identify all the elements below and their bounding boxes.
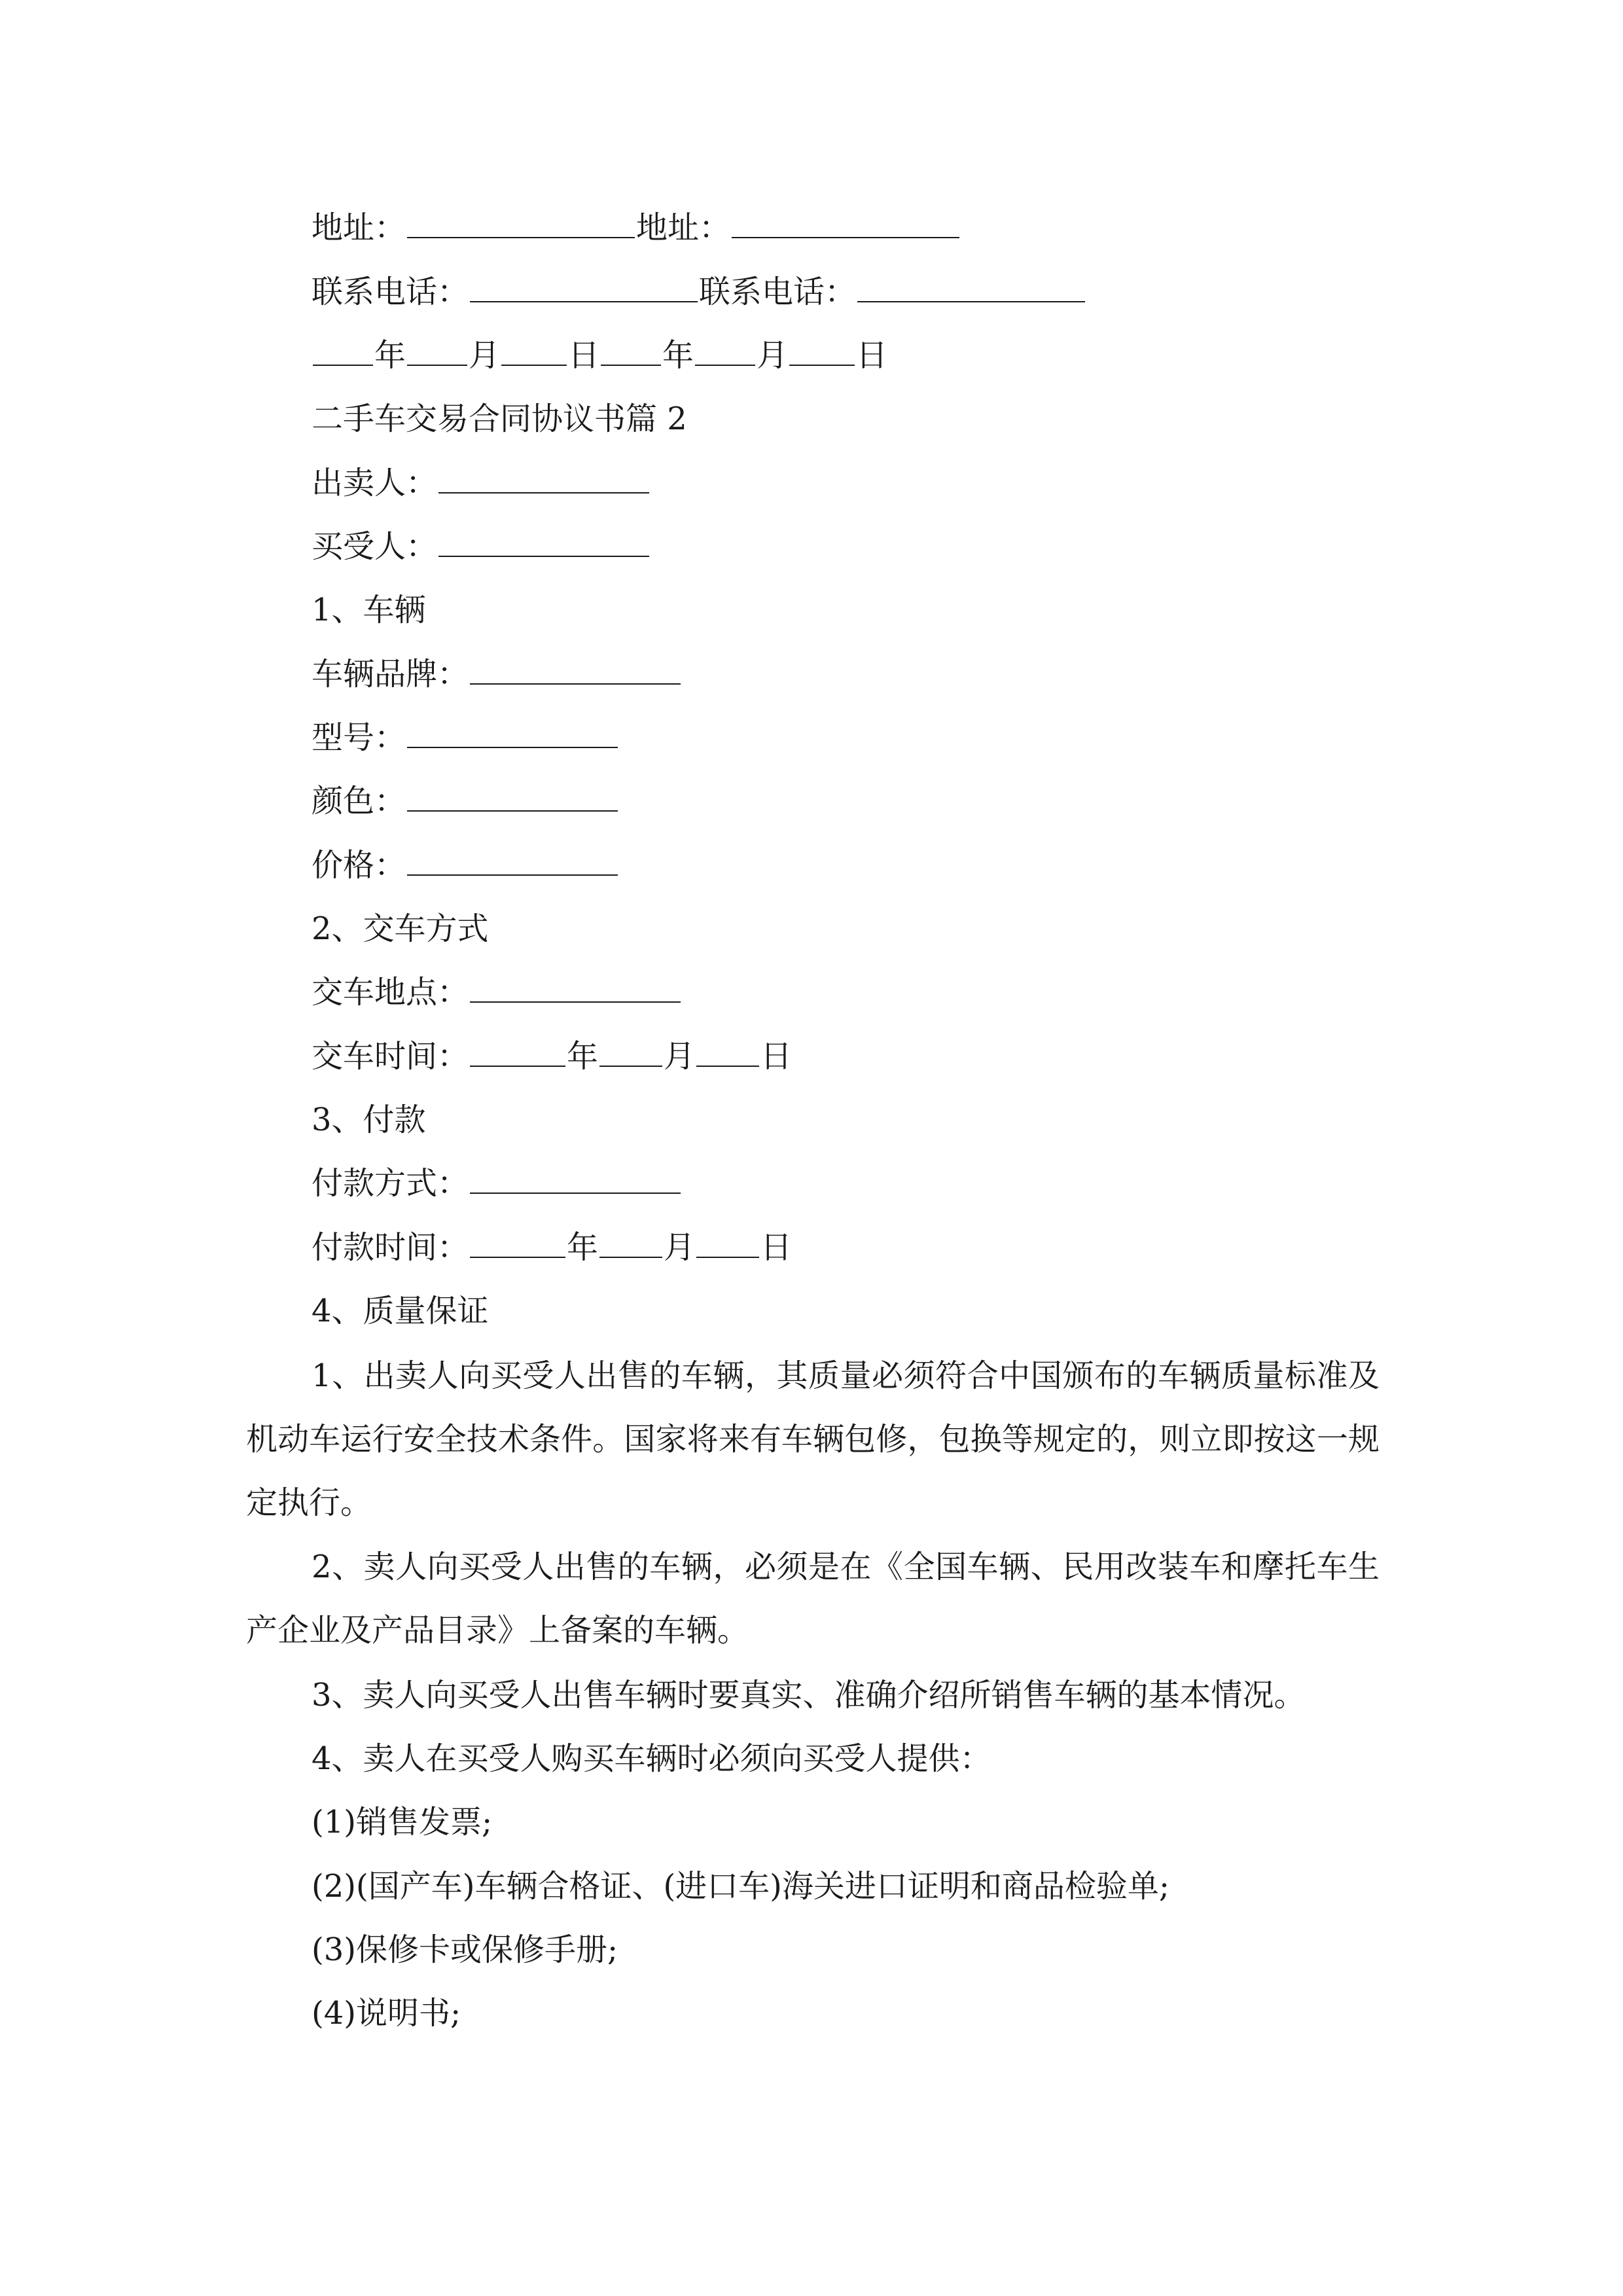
address-blank-2 [732, 208, 959, 238]
delivery-place-blank [470, 973, 681, 1003]
year-blank-1 [313, 336, 373, 366]
brand-line [312, 655, 682, 694]
heading-delivery: 2、交车方式 [312, 910, 489, 947]
payment-month: 月 [664, 1229, 696, 1266]
payment-day: 日 [760, 1229, 793, 1266]
buyer-line [312, 527, 651, 566]
heading-vehicle: 1、车辆 [312, 592, 426, 628]
model-blank [407, 718, 618, 748]
delivery-place-label: 交车地点： [312, 974, 469, 1011]
month-1: 月 [469, 337, 501, 374]
model-line [312, 718, 619, 757]
phone-label-2: 联系电话： [699, 274, 857, 310]
paragraph-3: 3、卖人向买受人出售车辆时要真实、准确介绍所销售车辆的基本情况。 [312, 1677, 1306, 1713]
payment-method-blank [470, 1164, 681, 1194]
color-blank [407, 781, 618, 812]
price-blank [407, 846, 618, 876]
delivery-day-blank [696, 1037, 759, 1067]
address-label-1: 地址： [312, 209, 406, 246]
day-2: 日 [856, 337, 888, 374]
delivery-time-line [312, 1037, 792, 1076]
list-item-4: (4)说明书; [312, 1995, 461, 2032]
heading-quality: 4、质量保证 [312, 1293, 489, 1329]
brand-label: 车辆品牌： [312, 656, 469, 692]
list-item-3: (3)保修卡或保修手册; [312, 1931, 618, 1968]
date-line [312, 336, 887, 375]
address-line [312, 208, 961, 247]
paragraph-1: 1、出卖人向买受人出售的车辆，其质量必须符合中国颁布的车辆质量标准及机动车运行安全技术条件。国家将来有车辆包修，包换等规定的，则立即按这一规定执行。 [246, 1357, 1380, 1521]
payment-month-blank [599, 1228, 662, 1258]
payment-time-label: 付款时间： [312, 1229, 469, 1266]
color-line [312, 781, 619, 821]
day-blank-2 [789, 336, 855, 366]
brand-blank [470, 655, 681, 685]
month-blank-1 [407, 336, 467, 366]
year-1: 年 [374, 337, 406, 374]
day-1: 日 [568, 337, 600, 374]
phone-label-1: 联系电话： [312, 274, 469, 310]
delivery-year: 年 [567, 1038, 599, 1075]
address-blank-1 [407, 208, 635, 238]
color-label: 颜色： [312, 783, 406, 819]
seller-blank [438, 463, 649, 493]
payment-method-label: 付款方式： [312, 1165, 469, 1202]
model-label: 型号： [312, 719, 406, 756]
payment-year-blank [470, 1228, 565, 1258]
payment-time-line [312, 1228, 792, 1267]
buyer-blank [438, 527, 649, 557]
delivery-year-blank [470, 1037, 565, 1067]
heading-payment: 3、付款 [312, 1102, 426, 1138]
paragraph-4: 4、卖人在买受人购买车辆时必须向买受人提供： [312, 1740, 991, 1777]
month-2: 月 [757, 337, 789, 374]
delivery-place-line [312, 973, 682, 1012]
buyer-label: 买受人： [312, 528, 438, 565]
payment-year: 年 [567, 1229, 599, 1266]
year-blank-2 [601, 336, 661, 366]
phone-blank-1 [470, 272, 698, 302]
year-2: 年 [662, 337, 694, 374]
price-line [312, 846, 619, 885]
address-label-2: 地址： [636, 209, 731, 246]
delivery-time-label: 交车时间： [312, 1038, 469, 1075]
phone-line [312, 272, 1086, 312]
delivery-day: 日 [760, 1038, 793, 1075]
price-label: 价格： [312, 847, 406, 884]
list-item-2: (2)(国产车)车辆合格证、(进口车)海关进口证明和商品检验单; [312, 1868, 1170, 1905]
paragraph-2: 2、卖人向买受人出售的车辆，必须是在《全国车辆、民用改装车和摩托车生产企业及产品目录》上备案的车辆。 [246, 1549, 1380, 1649]
delivery-month: 月 [664, 1038, 696, 1075]
seller-label: 出卖人： [312, 465, 438, 501]
list-item-1: (1)销售发票; [312, 1804, 493, 1840]
payment-day-blank [696, 1228, 759, 1258]
payment-method-line [312, 1164, 682, 1203]
month-blank-2 [695, 336, 755, 366]
seller-line [312, 463, 651, 503]
delivery-month-blank [599, 1037, 662, 1067]
phone-blank-2 [857, 272, 1085, 302]
section-title: 二手车交易合同协议书篇 2 [312, 401, 687, 437]
day-blank-1 [501, 336, 567, 366]
